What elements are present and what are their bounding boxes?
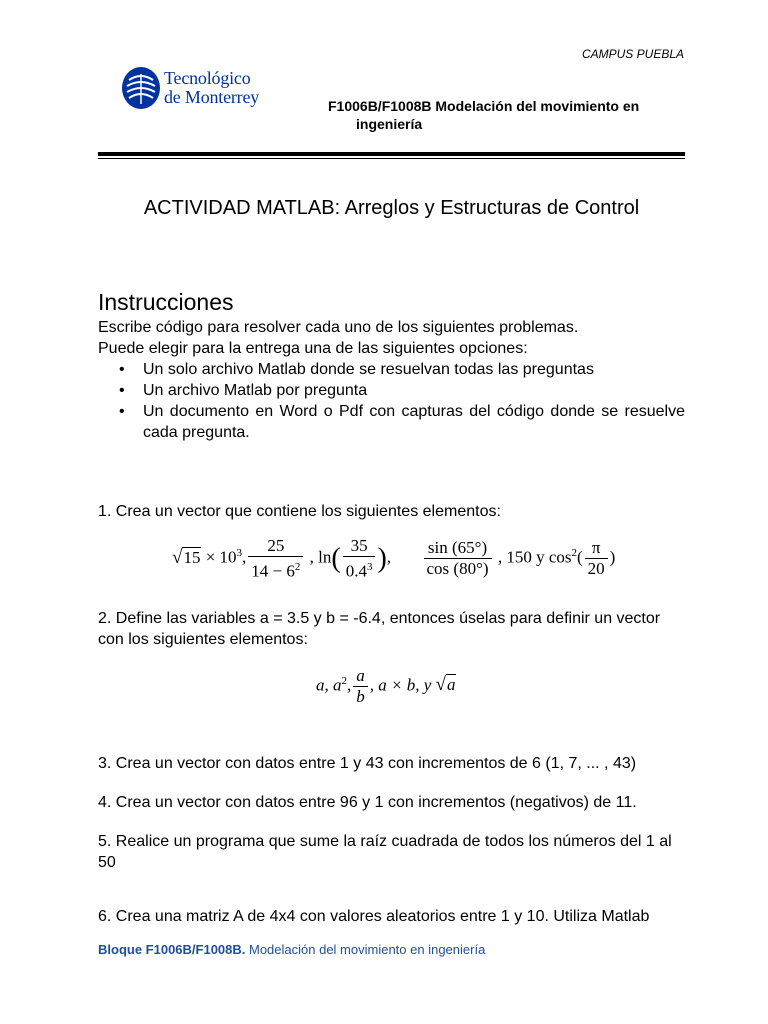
options-list [98,359,685,443]
header-rule-thin [98,158,685,159]
problem-3: 3. Crea un vector con datos entre 1 y 43 con incrementos de 6 (1, 7, ... , 43) [98,755,637,772]
course-title: F1006B/F1008B Modelación del movimiento en ingeniería [328,98,640,132]
instructions-line-1: Escribe código para resolver cada uno de los siguientes problemas. [98,319,579,336]
problem-5: 5. Realice un programa que sume la raíz cuadrada de todos los números del 1 al 50 [98,833,672,871]
instructions-heading: Instrucciones [98,289,234,315]
option-item: • Un solo archivo Matlab donde se resuelvan todas las preguntas [143,359,685,380]
problem-4: 4. Crea un vector con datos entre 96 y 1 con incrementos (negativos) de 11. [98,794,637,811]
tec-logo-wordmark: Tecnológico de Monterrey [164,68,260,107]
equation-1: √ 15 × $10^3$, $\frac{25}{14 - 6^2}$ , ln( $\frac{35}{0.4^3}$ ), $\frac{\sin (65^\circ)}{\cos (80^\circ)}$ , 150 y $\cos^2$( $\frac{\pi}{20}$ ) [172,536,616,581]
problem-2: 2. Define las variables a = 3.5 y b = -6.4, entonces úselas para definir un vector con los siguientes elementos: [98,610,661,648]
problem-1: 1. Crea un vector que contiene los siguientes elementos: [98,503,501,520]
header-rule-thick [98,152,685,156]
instructions-line-2: Puede elegir para la entrega una de las siguientes opciones: [98,340,528,357]
activity-title: ACTIVIDAD MATLAB: Arreglos y Estructuras de Control [143,197,640,219]
footer: Bloque F1006B/F1008B. Modelación del movimiento en ingeniería [98,942,486,957]
problem-6: 6. Crea una matriz A de 4x4 con valores aleatorios entre 1 y 10. Utiliza Matlab [98,908,650,925]
equation-2: a, $a^2$, $\frac{a}{b}$ , a × b, y √ a [316,666,456,706]
option-item: • Un documento en Word o Pdf con capturas del código donde se resuelve cada pregunta. [143,401,685,443]
tec-logo-icon [121,66,161,110]
option-item: • Un archivo Matlab por pregunta [143,380,685,401]
campus-label: CAMPUS PUEBLA [581,47,684,61]
